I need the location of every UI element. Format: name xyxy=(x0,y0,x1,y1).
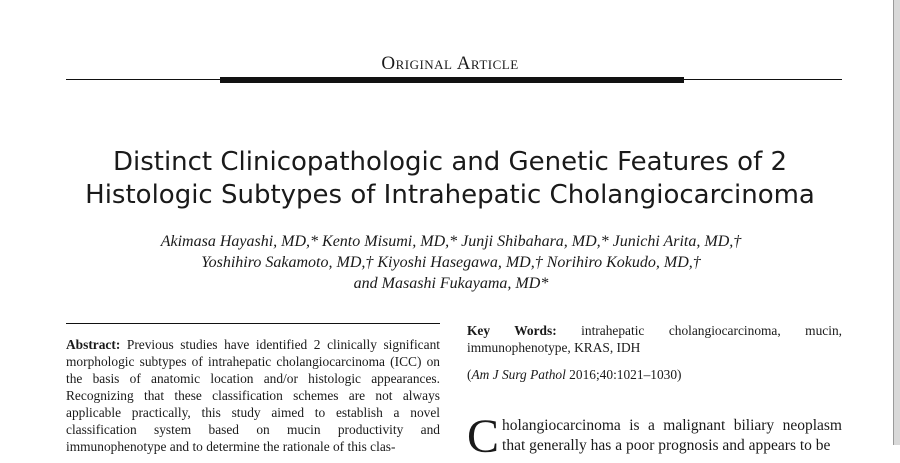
citation-details: 2016;40:1021–1030 xyxy=(569,367,678,382)
author-list xyxy=(80,231,822,294)
abstract-top-rule xyxy=(66,323,440,324)
authors-line-3: and Masashi Fukayama, MD* xyxy=(353,275,549,292)
title-line-1: Distinct Clinicopathologic and Genetic Features of 2 xyxy=(112,147,788,177)
keywords-label: Key Words: xyxy=(467,323,557,338)
abstract-label: Abstract: xyxy=(66,337,121,352)
drop-cap: C xyxy=(467,410,500,463)
body-text: holangiocarcinoma is a malignant biliary neoplasm that generally has a poor prognosis and appears to be xyxy=(502,417,842,454)
authors-line-2: Yoshihiro Sakamoto, MD,† Kiyoshi Hasegawa, MD,† Norihiro Kokudo, MD,† xyxy=(201,254,701,271)
keywords-text: intrahepatic cholangiocarcinoma, mucin, immunophenotype, KRAS, IDH xyxy=(467,323,842,355)
viewer-scroll-edge[interactable] xyxy=(893,0,900,445)
citation: (Am J Surg Pathol 2016;40:1021–1030) xyxy=(467,367,682,382)
section-label: Original Article xyxy=(381,53,519,74)
keywords-column xyxy=(467,322,842,383)
title-line-2: Histologic Subtypes of Intrahepatic Cholangiocarcinoma xyxy=(85,180,815,210)
body-paragraph xyxy=(467,410,842,463)
keywords xyxy=(467,322,842,356)
article-title xyxy=(40,146,860,212)
abstract xyxy=(66,336,440,455)
header-rule-thick xyxy=(220,77,684,83)
abstract-column xyxy=(66,323,440,455)
citation-journal: Am J Surg Pathol xyxy=(471,367,566,382)
authors-line-1: Akimasa Hayashi, MD,* Kento Misumi, MD,* Junji Shibahara, MD,* Junichi Arita, MD,† xyxy=(160,233,742,250)
abstract-text: Previous studies have identified 2 clinically significant morphologic subtypes of intrahepatic cholangiocarcinoma (ICC) on the basis of anatomic location and/or histologic appearances. Recognizing that these classification schemes are not always applicable practically, this study aimed to establish a novel classification system based on mucin productivity and immunophenotype and to determine the rationale of this clas- xyxy=(66,337,440,454)
